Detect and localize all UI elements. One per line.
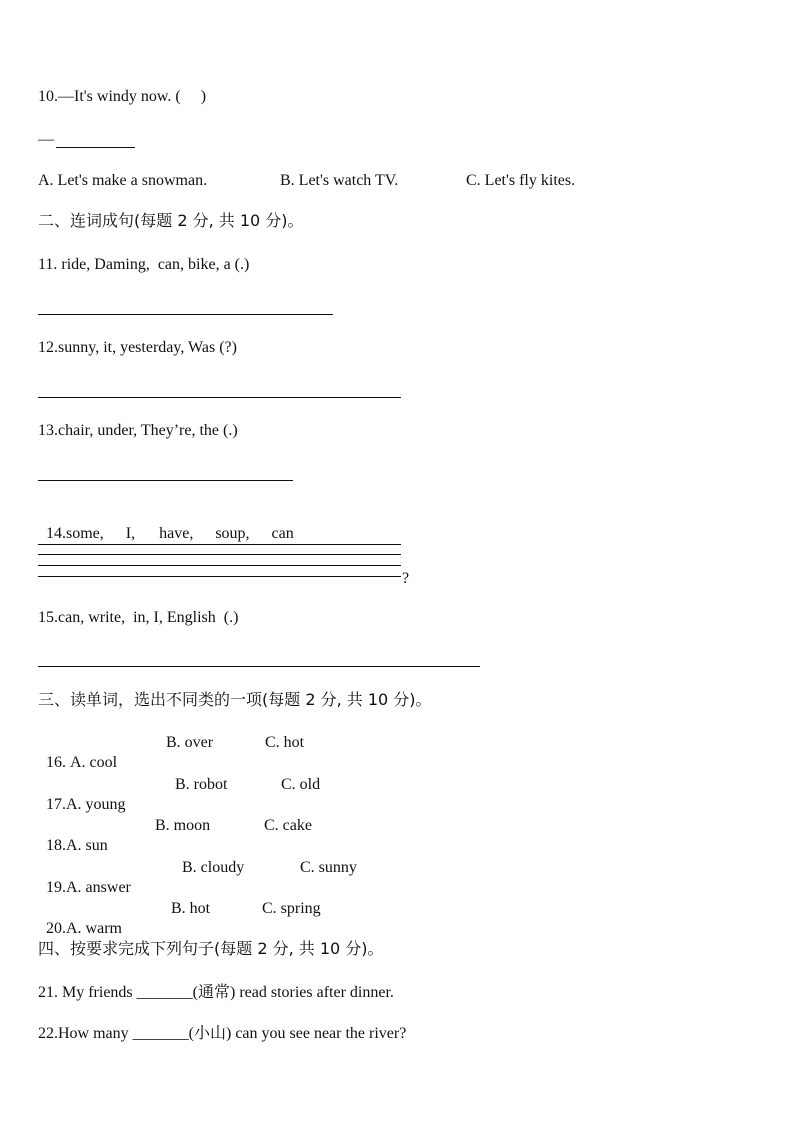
question-14-word-1: 14.some, bbox=[46, 525, 104, 542]
question-14-answer-line-2 bbox=[38, 554, 401, 555]
question-18-option-c: C. cake bbox=[264, 817, 312, 834]
question-20-option-c: C. spring bbox=[262, 900, 321, 917]
question-17-option-c: C. old bbox=[281, 776, 321, 793]
question-17-number: 17. bbox=[46, 796, 66, 813]
question-12-answer-line bbox=[38, 397, 401, 398]
question-10-answer-line bbox=[56, 147, 135, 148]
section-4-heading: 四、按要求完成下列句子(每题 2 分, 共 10 分)。 bbox=[38, 939, 384, 958]
question-19-option-c: C. sunny bbox=[300, 859, 357, 876]
question-15-answer-line bbox=[38, 666, 480, 667]
question-19-option-b: B. cloudy bbox=[182, 859, 245, 876]
question-16 bbox=[38, 733, 117, 773]
question-14-end-mark: ? bbox=[402, 570, 410, 587]
question-11: 11. ride, Daming, can, bike, a (.) bbox=[38, 256, 250, 273]
question-10-option-c: C. Let's fly kites. bbox=[466, 172, 576, 189]
question-20-option-b: B. hot bbox=[171, 900, 211, 917]
question-10-option-a: A. Let's make a snowman. bbox=[38, 172, 208, 189]
question-19-option-a: A. answer bbox=[66, 879, 131, 896]
question-20 bbox=[38, 899, 122, 939]
question-10-prompt: 10.—It's windy now. ( ) bbox=[38, 88, 207, 105]
question-18-option-a: A. sun bbox=[66, 837, 108, 854]
question-16-option-a: A. cool bbox=[70, 754, 118, 771]
question-14-answer-line-4 bbox=[38, 576, 401, 577]
question-14-answer-line-1 bbox=[38, 544, 401, 545]
question-12: 12.sunny, it, yesterday, Was (?) bbox=[38, 339, 237, 356]
question-16-option-c: C. hot bbox=[265, 734, 305, 751]
question-19 bbox=[38, 858, 131, 898]
question-10-answer-dash: — bbox=[38, 131, 54, 148]
question-17-option-b: B. robot bbox=[175, 776, 228, 793]
question-16-option-b: B. over bbox=[166, 734, 214, 751]
question-18-number: 18. bbox=[46, 837, 66, 854]
question-19-number: 19. bbox=[46, 879, 66, 896]
section-2-heading: 二、连词成句(每题 2 分, 共 10 分)。 bbox=[38, 211, 304, 230]
question-20-option-a: A. warm bbox=[66, 920, 122, 937]
question-20-number: 20. bbox=[46, 920, 66, 937]
question-13: 13.chair, under, They’re, the (.) bbox=[38, 422, 238, 439]
question-15: 15.can, write, in, I, English (.) bbox=[38, 609, 239, 626]
question-16-number: 16. bbox=[46, 754, 66, 771]
question-14-word-2: I, bbox=[125, 525, 136, 542]
question-14-word-3: have, bbox=[159, 525, 194, 542]
question-22: 22.How many _______(小山) can you see near the river? bbox=[38, 1025, 407, 1042]
question-18-option-b: B. moon bbox=[155, 817, 211, 834]
question-14-words bbox=[38, 504, 294, 544]
question-18 bbox=[38, 816, 108, 856]
question-17-option-a: A. young bbox=[66, 796, 126, 813]
question-13-answer-line bbox=[38, 480, 293, 481]
question-14-word-4: soup, bbox=[215, 525, 250, 542]
question-14-answer-line-3 bbox=[38, 565, 401, 566]
question-10-option-b: B. Let's watch TV. bbox=[280, 172, 399, 189]
question-14-word-5: can bbox=[271, 525, 294, 542]
question-21: 21. My friends _______(通常) read stories after dinner. bbox=[38, 984, 394, 1001]
question-11-answer-line bbox=[38, 314, 333, 315]
question-17 bbox=[38, 775, 126, 815]
section-3-heading: 三、读单词，选出不同类的一项(每题 2 分, 共 10 分)。 bbox=[38, 690, 432, 709]
